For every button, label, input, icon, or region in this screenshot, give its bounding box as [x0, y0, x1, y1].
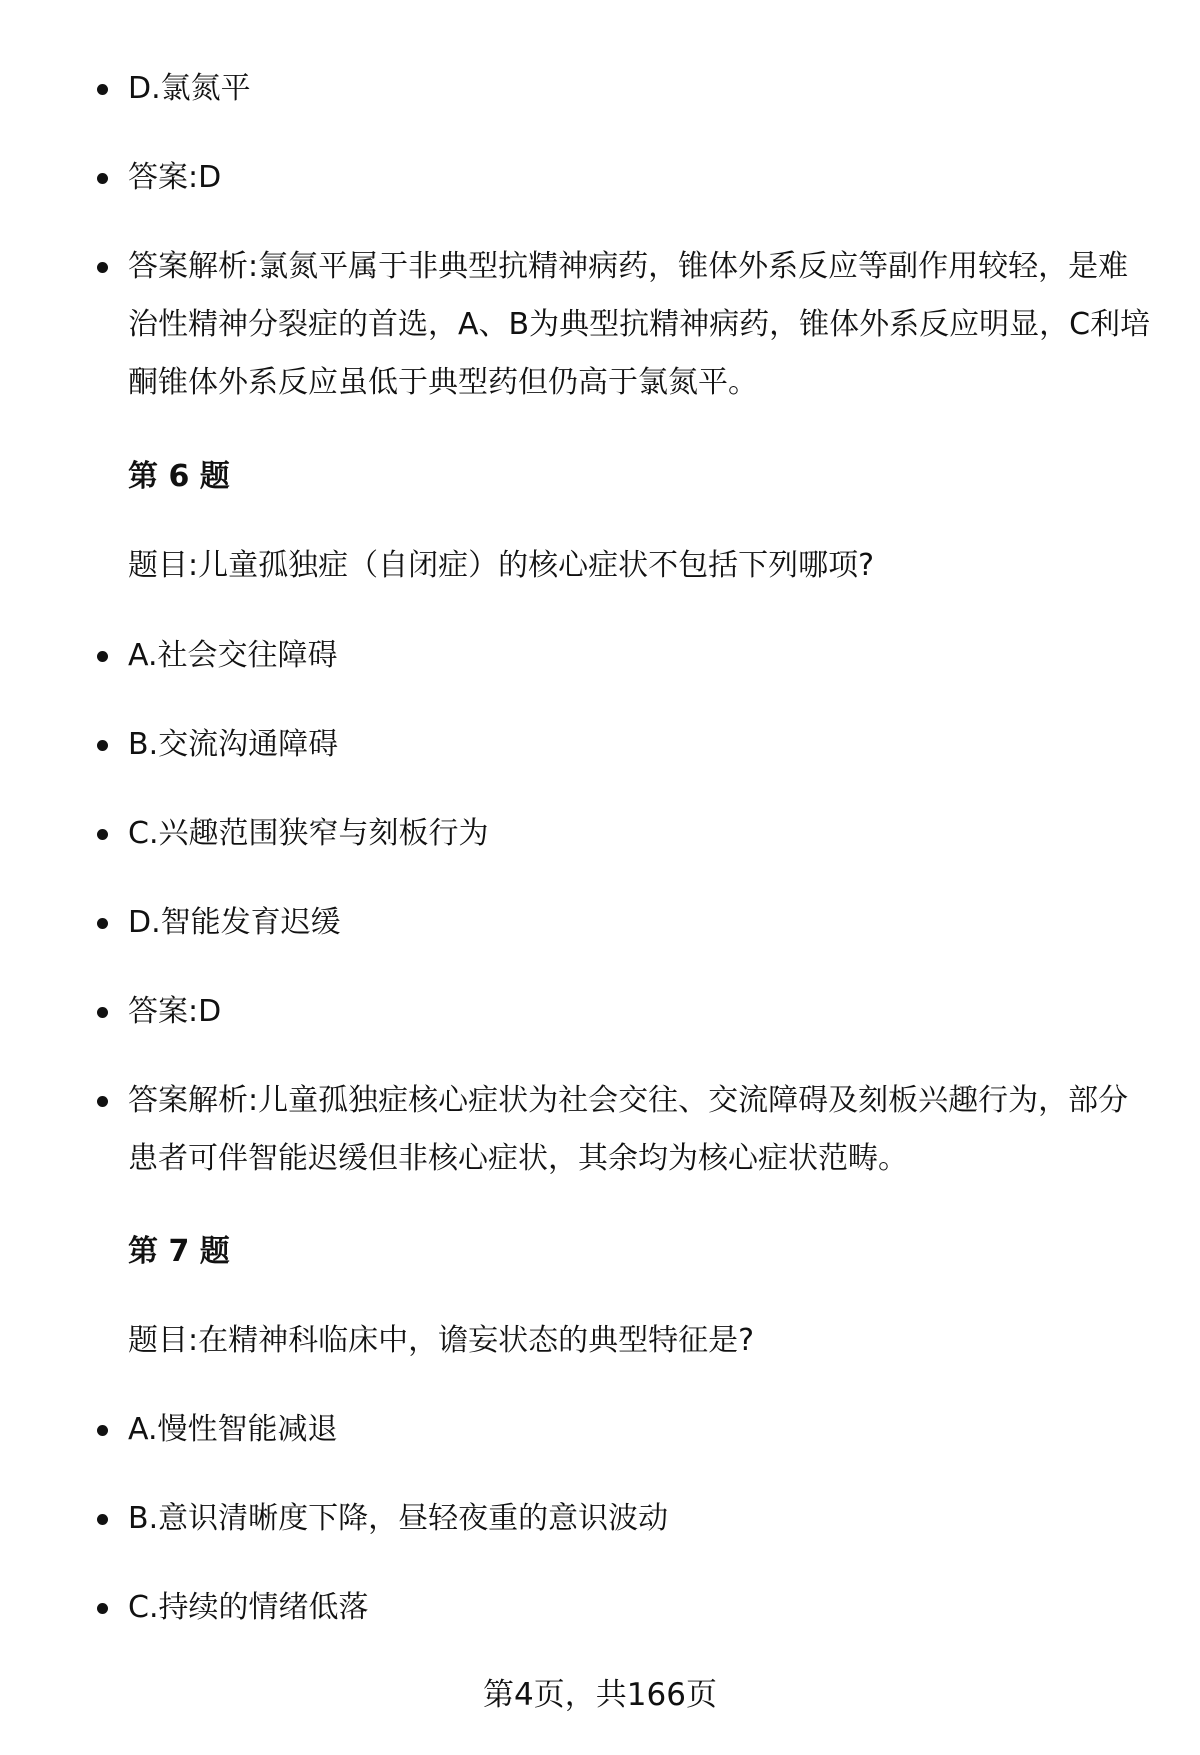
page-footer: [0, 1673, 1200, 1717]
list-item: [128, 805, 1158, 863]
question-stem: 题目:在精神科临床中，谵妄状态的典型特征是?: [128, 1323, 755, 1358]
option-text: A.社会交往障碍: [128, 638, 338, 673]
question-heading: [128, 1223, 1158, 1281]
bullet-icon: [97, 1425, 108, 1436]
option-text: B.交流沟通障碍: [128, 727, 339, 762]
list-item: [128, 716, 1158, 774]
bullet-icon: [97, 918, 108, 929]
question-stem: 题目:儿童孤独症（自闭症）的核心症状不包括下列哪项?: [128, 548, 875, 583]
list-item: [128, 627, 1158, 685]
option-text: C.持续的情绪低落: [128, 1590, 369, 1625]
bullet-icon: [97, 740, 108, 751]
answer-text: 答案:D: [128, 160, 222, 195]
question-number: 第 6 题: [128, 459, 230, 494]
question-text: [128, 1312, 1158, 1370]
list-item: [128, 60, 1158, 118]
list-item: [128, 1490, 1158, 1548]
answer-text: 答案:D: [128, 994, 222, 1029]
list-item: [128, 1401, 1158, 1459]
list-item: [128, 983, 1158, 1041]
question-heading: [128, 448, 1158, 506]
option-text: D.氯氮平: [128, 71, 251, 106]
bullet-icon: [97, 1603, 108, 1614]
explanation-text: 答案解析:氯氮平属于非典型抗精神病药，锥体外系反应等副作用较轻，是难治性精神分裂症的首选，A、B为典型抗精神病药，锥体外系反应明显，C利培酮锥体外系反应虽低于典型药但仍高于氯氮平。: [128, 249, 1151, 400]
bullet-icon: [97, 262, 108, 273]
bullet-icon: [97, 173, 108, 184]
question-number: 第 7 题: [128, 1234, 230, 1269]
bullet-icon: [97, 1514, 108, 1525]
bullet-icon: [97, 1007, 108, 1018]
page-number-label: 第4页，共166页: [483, 1677, 717, 1713]
option-text: B.意识清晰度下降，昼轻夜重的意识波动: [128, 1501, 669, 1536]
bullet-icon: [97, 829, 108, 840]
option-text: A.慢性智能减退: [128, 1412, 338, 1447]
list-item: [128, 149, 1158, 207]
bullet-icon: [97, 1096, 108, 1107]
option-text: D.智能发育迟缓: [128, 905, 341, 940]
list-item: [128, 238, 1158, 412]
list-item: [128, 1579, 1158, 1637]
bullet-icon: [97, 651, 108, 662]
list-item: [128, 894, 1158, 952]
bullet-icon: [97, 84, 108, 95]
option-text: C.兴趣范围狭窄与刻板行为: [128, 816, 489, 851]
explanation-text: 答案解析:儿童孤独症核心症状为社会交往、交流障碍及刻板兴趣行为，部分患者可伴智能迟缓但非核心症状，其余均为核心症状范畴。: [128, 1083, 1129, 1176]
question-text: [128, 537, 1158, 595]
list-item: [128, 1072, 1158, 1188]
